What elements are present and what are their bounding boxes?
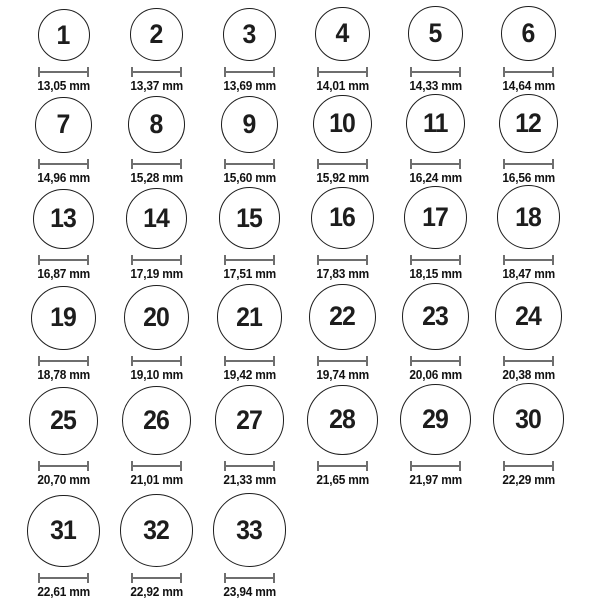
ring-size-number: 6	[522, 17, 535, 48]
diameter-measure-line	[224, 159, 275, 169]
diameter-label: 19,42 mm	[223, 368, 276, 382]
ring-size-cell	[110, 96, 203, 186]
ring-size-cell	[482, 6, 575, 94]
diameter-measure-line	[38, 67, 89, 77]
ring-size-number: 31	[50, 515, 77, 546]
ring-size-cell	[482, 94, 575, 186]
ring-size-number: 19	[50, 302, 77, 333]
ring-size-number: 23	[422, 301, 449, 332]
measure-tick-right	[552, 67, 554, 77]
ring-circle	[215, 385, 285, 455]
ring-size-cell	[17, 9, 110, 94]
diameter-measure-line	[317, 255, 368, 265]
diameter-measure-line	[410, 356, 461, 366]
ring-size-number: 18	[515, 201, 542, 232]
measure-tick-right	[273, 159, 275, 169]
diameter-measure-line	[224, 67, 275, 77]
measure-bar	[224, 465, 275, 467]
measure-bar	[317, 71, 368, 73]
ring-size-cell	[110, 8, 203, 94]
measure-bar	[131, 360, 182, 362]
measure-bar	[503, 360, 554, 362]
ring-size-cell	[389, 6, 482, 94]
diameter-label: 16,87 mm	[37, 267, 90, 281]
ring-size-number: 10	[329, 108, 356, 139]
measure-tick-right	[366, 461, 368, 471]
measure-bar	[131, 71, 182, 73]
measure-tick-right	[87, 67, 89, 77]
measure-tick-right	[459, 356, 461, 366]
diameter-measure-line	[131, 356, 182, 366]
diameter-label: 20,70 mm	[37, 473, 90, 487]
ring-size-cell	[17, 97, 110, 186]
diameter-label: 22,29 mm	[502, 473, 555, 487]
diameter-label: 14,33 mm	[409, 79, 462, 93]
ring-size-number: 21	[236, 301, 263, 332]
diameter-measure-line	[317, 461, 368, 471]
measure-bar	[224, 360, 275, 362]
measure-bar	[131, 259, 182, 261]
diameter-measure-line	[317, 67, 368, 77]
diameter-measure-line	[131, 159, 182, 169]
diameter-label: 21,65 mm	[316, 473, 369, 487]
ring-size-cell	[110, 494, 203, 600]
measure-tick-right	[366, 255, 368, 265]
ring-size-cell	[203, 493, 296, 600]
diameter-label: 21,97 mm	[409, 473, 462, 487]
measure-bar	[503, 259, 554, 261]
measure-tick-right	[459, 159, 461, 169]
ring-size-cell	[203, 385, 296, 488]
measure-bar	[503, 71, 554, 73]
ring-size-number: 24	[515, 300, 542, 331]
diameter-label: 18,47 mm	[502, 267, 555, 281]
ring-size-number: 5	[429, 18, 442, 49]
ring-circle	[213, 493, 287, 567]
diameter-measure-line	[38, 356, 89, 366]
diameter-label: 21,33 mm	[223, 473, 276, 487]
ring-size-cell	[110, 285, 203, 383]
measure-bar	[38, 465, 89, 467]
measure-tick-right	[273, 255, 275, 265]
ring-circle	[404, 186, 467, 249]
diameter-measure-line	[503, 159, 554, 169]
measure-bar	[410, 259, 461, 261]
ring-circle	[497, 185, 561, 249]
measure-tick-right	[459, 67, 461, 77]
measure-bar	[317, 259, 368, 261]
ring-size-number: 17	[422, 202, 449, 233]
diameter-measure-line	[224, 573, 275, 583]
ring-size-number: 25	[50, 405, 77, 436]
diameter-label: 13,05 mm	[37, 79, 90, 93]
ring-circle	[406, 94, 465, 153]
chart-row	[17, 94, 600, 186]
ring-circle	[217, 284, 283, 350]
ring-size-cell	[203, 284, 296, 383]
diameter-label: 14,01 mm	[316, 79, 369, 93]
diameter-label: 16,56 mm	[502, 171, 555, 185]
measure-bar	[224, 163, 275, 165]
ring-circle	[501, 6, 556, 61]
ring-size-number: 7	[57, 109, 70, 140]
chart-row	[17, 6, 600, 94]
diameter-label: 18,15 mm	[409, 267, 462, 281]
ring-circle	[499, 94, 558, 153]
ring-size-number: 13	[50, 203, 77, 234]
diameter-measure-line	[131, 573, 182, 583]
ring-circle	[400, 384, 471, 455]
ring-circle	[309, 284, 375, 350]
ring-circle	[223, 8, 276, 61]
measure-tick-right	[366, 159, 368, 169]
ring-size-cell	[296, 95, 389, 186]
measure-bar	[317, 360, 368, 362]
diameter-measure-line	[131, 461, 182, 471]
measure-tick-right	[180, 67, 182, 77]
ring-circle	[221, 96, 278, 153]
ring-circle	[307, 385, 377, 455]
diameter-label: 13,69 mm	[223, 79, 276, 93]
ring-size-cell	[296, 7, 389, 94]
ring-circle	[27, 495, 99, 567]
ring-size-number: 4	[336, 18, 349, 49]
measure-tick-right	[87, 159, 89, 169]
measure-tick-right	[366, 356, 368, 366]
diameter-measure-line	[503, 356, 554, 366]
ring-size-number: 12	[515, 107, 542, 138]
diameter-label: 23,94 mm	[223, 585, 276, 599]
diameter-measure-line	[410, 255, 461, 265]
measure-tick-right	[180, 255, 182, 265]
measure-bar	[38, 71, 89, 73]
diameter-measure-line	[224, 255, 275, 265]
ring-size-number: 15	[236, 202, 263, 233]
diameter-measure-line	[224, 356, 275, 366]
ring-circle	[311, 187, 373, 249]
measure-bar	[317, 465, 368, 467]
measure-tick-right	[273, 67, 275, 77]
ring-size-number: 32	[143, 514, 170, 545]
diameter-label: 14,64 mm	[502, 79, 555, 93]
measure-tick-right	[552, 356, 554, 366]
ring-size-number: 22	[329, 301, 356, 332]
ring-size-cell	[296, 284, 389, 383]
ring-circle	[31, 286, 95, 350]
measure-tick-right	[87, 573, 89, 583]
measure-bar	[38, 577, 89, 579]
measure-bar	[224, 577, 275, 579]
ring-circle	[402, 283, 469, 350]
diameter-measure-line	[317, 356, 368, 366]
diameter-label: 19,74 mm	[316, 368, 369, 382]
measure-tick-right	[552, 159, 554, 169]
measure-bar	[317, 163, 368, 165]
ring-circle	[126, 188, 187, 249]
diameter-label: 15,60 mm	[223, 171, 276, 185]
measure-bar	[38, 259, 89, 261]
ring-circle	[29, 387, 97, 455]
measure-tick-right	[87, 461, 89, 471]
diameter-measure-line	[503, 67, 554, 77]
ring-size-cell	[389, 384, 482, 488]
ring-size-cell	[203, 8, 296, 94]
measure-tick-right	[366, 67, 368, 77]
ring-size-cell	[482, 185, 575, 282]
diameter-measure-line	[410, 67, 461, 77]
measure-tick-right	[552, 461, 554, 471]
ring-size-number: 9	[243, 108, 256, 139]
ring-size-number: 11	[423, 108, 448, 139]
diameter-measure-line	[503, 255, 554, 265]
measure-tick-right	[87, 255, 89, 265]
diameter-label: 19,10 mm	[130, 368, 183, 382]
ring-size-number: 33	[236, 514, 263, 545]
measure-bar	[503, 163, 554, 165]
diameter-label: 13,37 mm	[130, 79, 183, 93]
ring-circle	[130, 8, 183, 61]
diameter-measure-line	[317, 159, 368, 169]
diameter-measure-line	[38, 159, 89, 169]
ring-circle	[128, 96, 185, 153]
measure-bar	[410, 71, 461, 73]
measure-bar	[410, 163, 461, 165]
measure-bar	[224, 71, 275, 73]
ring-size-number: 14	[143, 203, 170, 234]
diameter-measure-line	[131, 67, 182, 77]
diameter-label: 17,51 mm	[223, 267, 276, 281]
ring-size-number: 27	[236, 404, 263, 435]
measure-tick-right	[180, 461, 182, 471]
diameter-label: 22,92 mm	[130, 585, 183, 599]
ring-size-cell	[17, 387, 110, 488]
diameter-measure-line	[38, 573, 89, 583]
ring-circle	[495, 282, 563, 350]
ring-circle	[408, 6, 463, 61]
ring-size-cell	[203, 187, 296, 282]
ring-size-cell	[296, 187, 389, 282]
diameter-measure-line	[410, 461, 461, 471]
diameter-label: 21,01 mm	[130, 473, 183, 487]
ring-circle	[315, 7, 369, 61]
diameter-label: 17,83 mm	[316, 267, 369, 281]
chart-row	[17, 282, 600, 383]
chart-row	[17, 383, 600, 488]
ring-size-number: 8	[150, 109, 163, 140]
ring-size-cell	[389, 186, 482, 282]
ring-size-cell	[110, 386, 203, 488]
measure-bar	[131, 163, 182, 165]
ring-circle	[313, 95, 371, 153]
measure-tick-right	[180, 356, 182, 366]
diameter-measure-line	[38, 255, 89, 265]
chart-row	[17, 186, 600, 282]
ring-circle	[122, 386, 191, 455]
diameter-measure-line	[503, 461, 554, 471]
ring-circle	[33, 189, 93, 249]
ring-circle	[219, 187, 281, 249]
measure-tick-right	[459, 461, 461, 471]
measure-tick-right	[273, 356, 275, 366]
ring-circle	[38, 9, 90, 61]
measure-bar	[38, 163, 89, 165]
diameter-label: 20,38 mm	[502, 368, 555, 382]
diameter-label: 17,19 mm	[130, 267, 183, 281]
ring-size-number: 28	[329, 404, 356, 435]
measure-tick-right	[459, 255, 461, 265]
diameter-label: 18,78 mm	[37, 368, 90, 382]
diameter-label: 20,06 mm	[409, 368, 462, 382]
measure-bar	[224, 259, 275, 261]
measure-bar	[131, 577, 182, 579]
ring-size-number: 30	[515, 403, 542, 434]
ring-circle	[124, 285, 189, 350]
diameter-measure-line	[38, 461, 89, 471]
measure-tick-right	[87, 356, 89, 366]
ring-size-cell	[389, 94, 482, 186]
ring-circle	[120, 494, 193, 567]
measure-bar	[131, 465, 182, 467]
diameter-label: 22,61 mm	[37, 585, 90, 599]
measure-bar	[503, 465, 554, 467]
diameter-label: 15,28 mm	[130, 171, 183, 185]
measure-tick-right	[273, 573, 275, 583]
measure-bar	[410, 360, 461, 362]
measure-bar	[410, 465, 461, 467]
diameter-measure-line	[410, 159, 461, 169]
ring-size-number: 16	[329, 202, 356, 233]
diameter-label: 14,96 mm	[37, 171, 90, 185]
measure-bar	[38, 360, 89, 362]
measure-tick-right	[552, 255, 554, 265]
measure-tick-right	[180, 159, 182, 169]
diameter-measure-line	[224, 461, 275, 471]
ring-size-number: 3	[243, 18, 256, 49]
diameter-label: 15,92 mm	[316, 171, 369, 185]
ring-size-number: 26	[143, 405, 170, 435]
ring-size-cell	[17, 495, 110, 600]
ring-size-cell	[203, 96, 296, 186]
ring-size-number: 29	[422, 403, 449, 434]
ring-size-cell	[482, 383, 575, 488]
ring-size-number: 20	[143, 302, 170, 333]
measure-tick-right	[180, 573, 182, 583]
ring-size-cell	[17, 286, 110, 383]
diameter-measure-line	[131, 255, 182, 265]
ring-size-number: 1	[57, 19, 70, 50]
ring-size-number: 2	[150, 19, 163, 50]
measure-tick-right	[273, 461, 275, 471]
ring-size-cell	[17, 189, 110, 282]
ring-size-cell	[110, 188, 203, 282]
diameter-label: 16,24 mm	[409, 171, 462, 185]
chart-row	[17, 488, 600, 600]
ring-size-cell	[482, 282, 575, 383]
ring-circle	[493, 383, 565, 455]
ring-size-cell	[296, 385, 389, 488]
ring-circle	[35, 97, 91, 153]
ring-size-cell	[389, 283, 482, 383]
